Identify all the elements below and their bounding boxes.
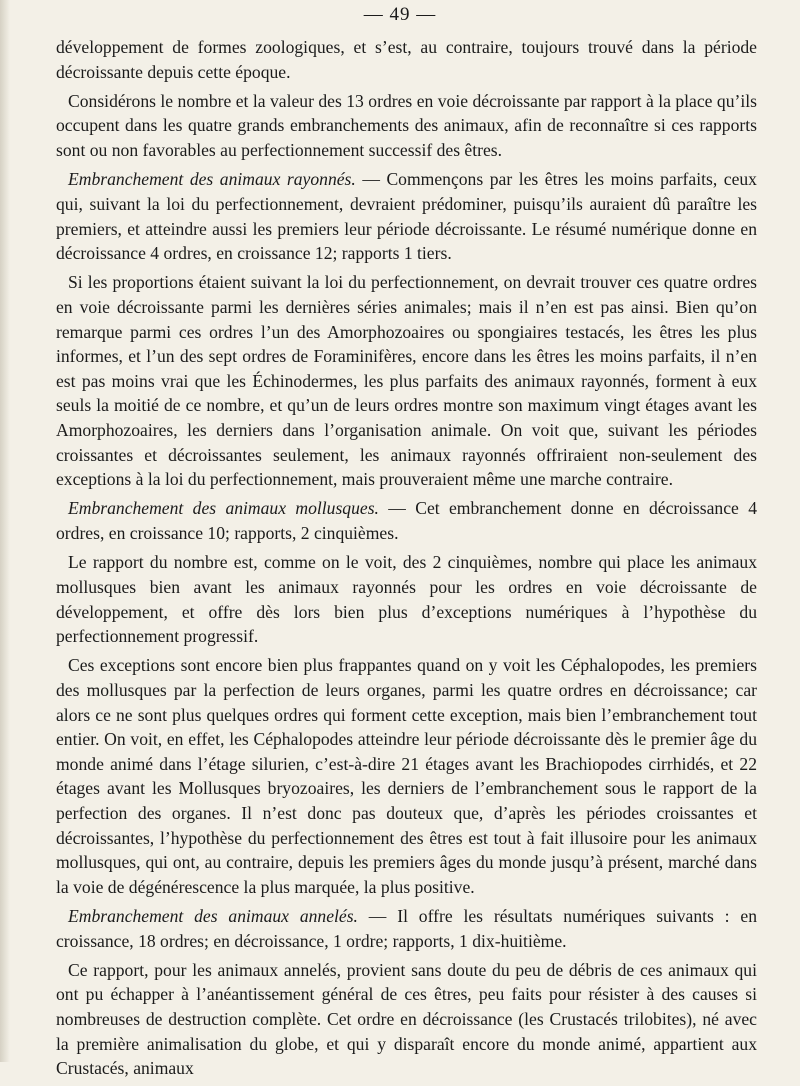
paragraph [56,496,757,545]
paragraph-text: Le rapport du nombre est, comme on le voit, des 2 cinquièmes, nombre qui place les animaux mollusques bien avant les animaux rayonnés pour les ordres en voie décroissante de développement, et offre dès lors bien plus d’exceptions numériques à l’hypothèse du perfectionnement progressif. [56,552,757,647]
section-heading-rayonnes: Embranchement des animaux rayonnés. [68,169,356,190]
paragraph-text: Si les proportions étaient suivant la loi du perfectionnement, on devrait trouver ces quatre ordres en voie décroissante parmi les dernières séries animales; mais il n’en est pas ainsi. Bien qu’on remarque parmi ces ordres l’un des Amorphozoaires ou spongiaires testacés, les êtres les plus informes, et l’un des sept ordres de Foraminifères, encore dans les êtres les moins parfaits, il n’en est pas moins vrai que les Échinodermes, les plus parfaits des animaux rayonnés, forment à eux seuls la moitié de ce nombre, et qu’un de leurs ordres montre son maximum vingt étages avant les Amorphozoaires, les derniers dans l’organisation animale. On voit que, suivant les périodes croissantes et décroissantes seulement, les animaux rayonnés offriraient non-seulement des exceptions à la loi du perfectionnement, mais prouveraient même une marche contraire. [56,272,757,490]
section-heading-anneles: Embranchement des animaux annelés. [68,906,358,926]
paragraph-text: Considérons le nombre et la valeur des 13 ordres en voie décroissante par rapport à la place qu’ils occupent dans les quatre grands embranchements des animaux, afin de reconnaître si ces rapports sont ou non favorables au perfectionnement successif des êtres. [56,90,757,161]
paragraph [56,904,757,953]
paragraph [56,89,757,163]
paragraph-text: — Il offre les résultats numériques suivants : en croissance, 18 ordres; en décroissance, 1 ordre; rapports, 1 dix-huitième. [56,906,758,951]
section-heading-mollusques: Embranchement des animaux mollusques. [68,498,379,519]
paragraph-text: — Cet embranchement donne en décroissance 4 ordres, en croissance 10; rapports, 2 cinquièmes. [56,498,757,544]
paragraph [56,167,757,265]
body-text [56,35,757,1086]
paragraph-text: Ce rapport, pour les animaux annelés, provient sans doute du peu de débris de ces animaux qui ont pu échapper à l’anéantissement général de ces êtres, peu faits pour résister à des causes si nombreuses de destruction complète. Cet ordre en décroissance (les Crustacés trilobites), né avec la première animalisation du globe, et qui y disparaît encore du monde animé, appartient aux Crustacés, animaux [56,959,757,1079]
paragraph-text: développement de formes zoologiques, et s’est, au contraire, toujours trouvé dans la période décroissante depuis cette époque. [56,37,757,82]
paragraph [56,550,757,648]
paragraph-text: Ces exceptions sont encore bien plus frappantes quand on y voit les Céphalopodes, les premiers des mollusques par la perfection de leurs organes, parmi les quatre ordres en décroissance; car alors ce ne sont plus quelques ordres qui forment cette exception, mais bien l’embranchement tout entier. On voit, en effet, les Céphalopodes atteindre leur période décroissante dès le premier âge du monde animé dans l’étage silurien, c’est-à-dire 21 étages avant les Brachiopodes cirrhidés, et 22 étages avant les Mollusques bryozoaires, les derniers de l’embranchement sous le rapport de la perfection des organes. Il n’est donc pas douteux que, d’après les périodes croissantes et décroissantes, l’hypothèse du perfectionnement des êtres est tout à fait illusoire pour les animaux mollusques, qui ont, au contraire, depuis les premiers âges du monde jusqu’à présent, marché dans la voie de dégénérescence la plus marquée, la plus positive. [56,655,757,897]
paragraph [56,35,757,84]
paragraph-text: — Commençons par les êtres les moins parfaits, ceux qui, suivant la loi du perfectionnement, devraient prédominer, puisqu’ils auraient dû paraître les premiers, et atteindre aussi les premiers leur période décroissante. Le résumé numérique donne en décroissance 4 ordres, en croissance 12; rapports 1 tiers. [56,169,757,264]
paragraph [56,958,757,1081]
paragraph [56,270,757,491]
page-edge [0,0,10,1062]
paragraph [56,653,757,899]
page-number: — 49 — [363,4,437,25]
